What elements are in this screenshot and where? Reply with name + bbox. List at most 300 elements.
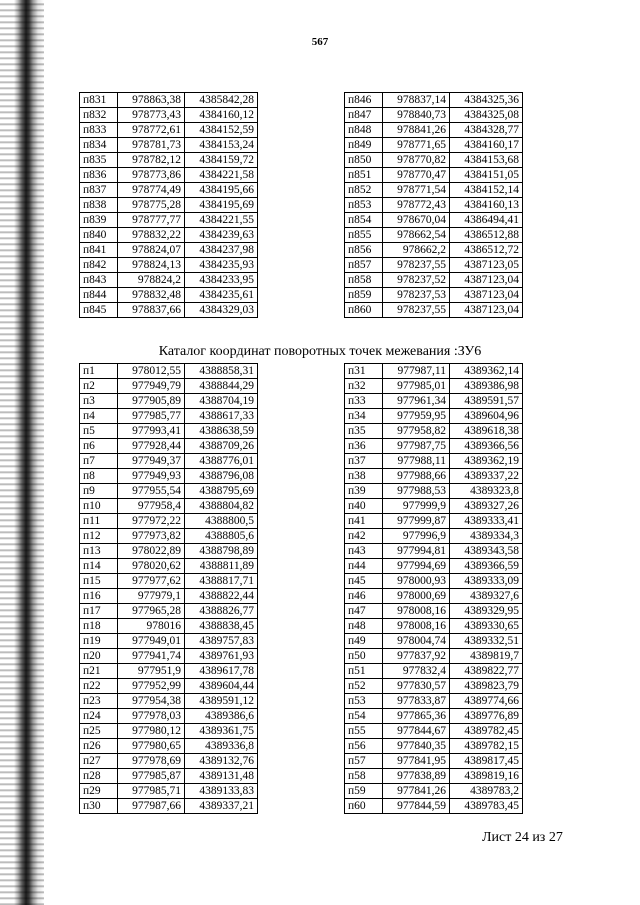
table-row <box>345 679 523 694</box>
x-coordinate-cell: 978771,54 <box>383 183 450 198</box>
x-coordinate-cell: 978774,49 <box>118 183 185 198</box>
y-coordinate-cell: 4389386,6 <box>185 709 258 724</box>
table-row <box>80 93 258 108</box>
table-row <box>345 394 523 409</box>
y-coordinate-cell: 4389366,56 <box>450 439 523 454</box>
y-coordinate-cell: 4389604,44 <box>185 679 258 694</box>
point-id-cell: п854 <box>345 213 383 228</box>
x-coordinate-cell: 978837,14 <box>383 93 450 108</box>
table-row <box>345 514 523 529</box>
y-coordinate-cell: 4384151,05 <box>450 168 523 183</box>
point-id-cell: п16 <box>80 589 118 604</box>
point-id-cell: п48 <box>345 619 383 634</box>
y-coordinate-cell: 4384160,12 <box>185 108 258 123</box>
y-coordinate-cell: 4384221,58 <box>185 168 258 183</box>
table-row <box>80 469 258 484</box>
y-coordinate-cell: 4388795,69 <box>185 484 258 499</box>
y-coordinate-cell: 4389823,79 <box>450 679 523 694</box>
point-id-cell: п2 <box>80 379 118 394</box>
table-row <box>345 168 523 183</box>
point-id-cell: п40 <box>345 499 383 514</box>
y-coordinate-cell: 4389822,77 <box>450 664 523 679</box>
y-coordinate-cell: 4388858,31 <box>185 364 258 379</box>
table-row <box>345 409 523 424</box>
y-coordinate-cell: 4384195,66 <box>185 183 258 198</box>
point-id-cell: п39 <box>345 484 383 499</box>
point-id-cell: п37 <box>345 454 383 469</box>
x-coordinate-cell: 978832,48 <box>118 288 185 303</box>
y-coordinate-cell: 4389337,21 <box>185 799 258 814</box>
point-id-cell: п24 <box>80 709 118 724</box>
y-coordinate-cell: 4384159,72 <box>185 153 258 168</box>
coordinates-table-bottom-left <box>79 363 258 814</box>
table-row <box>80 739 258 754</box>
point-id-cell: п13 <box>80 544 118 559</box>
x-coordinate-cell: 977985,77 <box>118 409 185 424</box>
y-coordinate-cell: 4384233,95 <box>185 273 258 288</box>
table-row <box>80 303 258 318</box>
y-coordinate-cell: 4389327,6 <box>450 589 523 604</box>
y-coordinate-cell: 4389782,45 <box>450 724 523 739</box>
y-coordinate-cell: 4388805,6 <box>185 529 258 544</box>
y-coordinate-cell: 4386494,41 <box>450 213 523 228</box>
point-id-cell: п58 <box>345 769 383 784</box>
x-coordinate-cell: 978237,55 <box>383 303 450 318</box>
table-row <box>80 619 258 634</box>
point-id-cell: п844 <box>80 288 118 303</box>
y-coordinate-cell: 4388838,45 <box>185 619 258 634</box>
x-coordinate-cell: 978771,65 <box>383 138 450 153</box>
point-id-cell: п32 <box>345 379 383 394</box>
x-coordinate-cell: 977988,66 <box>383 469 450 484</box>
table-row <box>80 724 258 739</box>
table-row <box>80 709 258 724</box>
x-coordinate-cell: 977987,11 <box>383 364 450 379</box>
y-coordinate-cell: 4389617,78 <box>185 664 258 679</box>
x-coordinate-cell: 978020,62 <box>118 559 185 574</box>
coordinates-table-top-left <box>79 92 258 318</box>
y-coordinate-cell: 4389361,75 <box>185 724 258 739</box>
point-id-cell: п7 <box>80 454 118 469</box>
y-coordinate-cell: 4389323,8 <box>450 484 523 499</box>
point-id-cell: п836 <box>80 168 118 183</box>
x-coordinate-cell: 978000,93 <box>383 574 450 589</box>
table-row <box>345 93 523 108</box>
point-id-cell: п860 <box>345 303 383 318</box>
point-id-cell: п831 <box>80 93 118 108</box>
point-id-cell: п5 <box>80 424 118 439</box>
table-row <box>345 739 523 754</box>
y-coordinate-cell: 4388776,01 <box>185 454 258 469</box>
table-row <box>80 439 258 454</box>
table-row <box>345 108 523 123</box>
y-coordinate-cell: 4387123,04 <box>450 273 523 288</box>
x-coordinate-cell: 977958,4 <box>118 499 185 514</box>
point-id-cell: п834 <box>80 138 118 153</box>
x-coordinate-cell: 977999,87 <box>383 514 450 529</box>
table-row <box>80 694 258 709</box>
y-coordinate-cell: 4389819,7 <box>450 649 523 664</box>
scan-binding-edge <box>0 0 44 905</box>
table-row <box>80 288 258 303</box>
x-coordinate-cell: 977955,54 <box>118 484 185 499</box>
x-coordinate-cell: 977987,66 <box>118 799 185 814</box>
point-id-cell: п17 <box>80 604 118 619</box>
point-id-cell: п25 <box>80 724 118 739</box>
table-row <box>345 724 523 739</box>
table-row <box>80 424 258 439</box>
point-id-cell: п42 <box>345 529 383 544</box>
point-id-cell: п50 <box>345 649 383 664</box>
point-id-cell: п27 <box>80 754 118 769</box>
y-coordinate-cell: 4384160,17 <box>450 138 523 153</box>
point-id-cell: п46 <box>345 589 383 604</box>
x-coordinate-cell: 978781,73 <box>118 138 185 153</box>
point-id-cell: п44 <box>345 559 383 574</box>
x-coordinate-cell: 977994,81 <box>383 544 450 559</box>
y-coordinate-cell: 4389133,83 <box>185 784 258 799</box>
x-coordinate-cell: 977841,26 <box>383 784 450 799</box>
x-coordinate-cell: 978824,2 <box>118 273 185 288</box>
x-coordinate-cell: 977993,41 <box>118 424 185 439</box>
y-coordinate-cell: 4389591,12 <box>185 694 258 709</box>
point-id-cell: п837 <box>80 183 118 198</box>
table-row <box>345 589 523 604</box>
x-coordinate-cell: 978840,73 <box>383 108 450 123</box>
table-row <box>345 469 523 484</box>
y-coordinate-cell: 4388798,89 <box>185 544 258 559</box>
table-row <box>345 559 523 574</box>
x-coordinate-cell: 977865,36 <box>383 709 450 724</box>
point-id-cell: п847 <box>345 108 383 123</box>
point-id-cell: п850 <box>345 153 383 168</box>
y-coordinate-cell: 4389329,95 <box>450 604 523 619</box>
y-coordinate-cell: 4389330,65 <box>450 619 523 634</box>
table-row <box>80 168 258 183</box>
table-row <box>345 799 523 814</box>
x-coordinate-cell: 978008,16 <box>383 604 450 619</box>
point-id-cell: п45 <box>345 574 383 589</box>
x-coordinate-cell: 977840,35 <box>383 739 450 754</box>
point-id-cell: п55 <box>345 724 383 739</box>
x-coordinate-cell: 978863,38 <box>118 93 185 108</box>
point-id-cell: п833 <box>80 123 118 138</box>
table-row <box>345 784 523 799</box>
table-row <box>80 213 258 228</box>
x-coordinate-cell: 977949,79 <box>118 379 185 394</box>
point-id-cell: п56 <box>345 739 383 754</box>
y-coordinate-cell: 4384152,14 <box>450 183 523 198</box>
point-id-cell: п843 <box>80 273 118 288</box>
x-coordinate-cell: 978832,22 <box>118 228 185 243</box>
x-coordinate-cell: 977978,03 <box>118 709 185 724</box>
table-row <box>345 709 523 724</box>
y-coordinate-cell: 4384195,69 <box>185 198 258 213</box>
y-coordinate-cell: 4389783,45 <box>450 799 523 814</box>
table-row <box>345 183 523 198</box>
y-coordinate-cell: 4387123,04 <box>450 288 523 303</box>
table-row <box>80 454 258 469</box>
x-coordinate-cell: 977951,9 <box>118 664 185 679</box>
y-coordinate-cell: 4384325,36 <box>450 93 523 108</box>
table-row <box>80 258 258 273</box>
x-coordinate-cell: 978008,16 <box>383 619 450 634</box>
x-coordinate-cell: 977996,9 <box>383 529 450 544</box>
point-id-cell: п849 <box>345 138 383 153</box>
point-id-cell: п19 <box>80 634 118 649</box>
x-coordinate-cell: 977959,95 <box>383 409 450 424</box>
x-coordinate-cell: 977830,57 <box>383 679 450 694</box>
y-coordinate-cell: 4388826,77 <box>185 604 258 619</box>
table-row <box>80 379 258 394</box>
table-row <box>80 559 258 574</box>
x-coordinate-cell: 978662,2 <box>383 243 450 258</box>
x-coordinate-cell: 978773,43 <box>118 108 185 123</box>
point-id-cell: п840 <box>80 228 118 243</box>
page-number: 567 <box>311 36 329 48</box>
y-coordinate-cell: 4384153,68 <box>450 153 523 168</box>
x-coordinate-cell: 978773,86 <box>118 168 185 183</box>
y-coordinate-cell: 4389774,66 <box>450 694 523 709</box>
point-id-cell: п30 <box>80 799 118 814</box>
x-coordinate-cell: 977988,11 <box>383 454 450 469</box>
table-row <box>80 589 258 604</box>
y-coordinate-cell: 4387123,05 <box>450 258 523 273</box>
point-id-cell: п49 <box>345 634 383 649</box>
y-coordinate-cell: 4388638,59 <box>185 424 258 439</box>
section-title: Каталог координат поворотных точек межевания :ЗУ6 <box>158 344 482 359</box>
point-id-cell: п859 <box>345 288 383 303</box>
point-id-cell: п38 <box>345 469 383 484</box>
point-id-cell: п835 <box>80 153 118 168</box>
table-row <box>80 183 258 198</box>
x-coordinate-cell: 978012,55 <box>118 364 185 379</box>
point-id-cell: п36 <box>345 439 383 454</box>
x-coordinate-cell: 978841,26 <box>383 123 450 138</box>
point-id-cell: п858 <box>345 273 383 288</box>
x-coordinate-cell: 977949,93 <box>118 469 185 484</box>
x-coordinate-cell: 977949,01 <box>118 634 185 649</box>
x-coordinate-cell: 977965,28 <box>118 604 185 619</box>
table-row <box>80 499 258 514</box>
table-row <box>345 138 523 153</box>
y-coordinate-cell: 4388804,82 <box>185 499 258 514</box>
y-coordinate-cell: 4385842,28 <box>185 93 258 108</box>
table-row <box>80 529 258 544</box>
table-row <box>345 604 523 619</box>
coordinates-table-bottom-right <box>344 363 523 814</box>
point-id-cell: п856 <box>345 243 383 258</box>
x-coordinate-cell: 978772,61 <box>118 123 185 138</box>
sheet-label: Лист 24 из 27 <box>482 830 563 845</box>
table-row <box>345 379 523 394</box>
point-id-cell: п33 <box>345 394 383 409</box>
y-coordinate-cell: 4384235,93 <box>185 258 258 273</box>
table-row <box>345 439 523 454</box>
y-coordinate-cell: 4388796,08 <box>185 469 258 484</box>
x-coordinate-cell: 978016 <box>118 619 185 634</box>
y-coordinate-cell: 4384152,59 <box>185 123 258 138</box>
table-row <box>345 258 523 273</box>
point-id-cell: п51 <box>345 664 383 679</box>
point-id-cell: п15 <box>80 574 118 589</box>
x-coordinate-cell: 977844,67 <box>383 724 450 739</box>
x-coordinate-cell: 977905,89 <box>118 394 185 409</box>
y-coordinate-cell: 4389618,38 <box>450 424 523 439</box>
y-coordinate-cell: 4389386,98 <box>450 379 523 394</box>
point-id-cell: п10 <box>80 499 118 514</box>
y-coordinate-cell: 4389336,8 <box>185 739 258 754</box>
point-id-cell: п41 <box>345 514 383 529</box>
table-row <box>80 679 258 694</box>
table-row <box>80 544 258 559</box>
table-row <box>80 123 258 138</box>
x-coordinate-cell: 978837,66 <box>118 303 185 318</box>
table-row <box>345 499 523 514</box>
y-coordinate-cell: 4386512,72 <box>450 243 523 258</box>
x-coordinate-cell: 978022,89 <box>118 544 185 559</box>
table-row <box>345 694 523 709</box>
point-id-cell: п22 <box>80 679 118 694</box>
point-id-cell: п34 <box>345 409 383 424</box>
y-coordinate-cell: 4389782,15 <box>450 739 523 754</box>
table-row <box>80 514 258 529</box>
x-coordinate-cell: 977954,38 <box>118 694 185 709</box>
table-row <box>80 769 258 784</box>
y-coordinate-cell: 4389327,26 <box>450 499 523 514</box>
table-row <box>345 243 523 258</box>
point-id-cell: п20 <box>80 649 118 664</box>
y-coordinate-cell: 4388844,29 <box>185 379 258 394</box>
y-coordinate-cell: 4384160,13 <box>450 198 523 213</box>
point-id-cell: п26 <box>80 739 118 754</box>
point-id-cell: п4 <box>80 409 118 424</box>
y-coordinate-cell: 4389757,83 <box>185 634 258 649</box>
y-coordinate-cell: 4389776,89 <box>450 709 523 724</box>
table-row <box>345 424 523 439</box>
x-coordinate-cell: 978772,43 <box>383 198 450 213</box>
table-row <box>345 454 523 469</box>
x-coordinate-cell: 978662,54 <box>383 228 450 243</box>
table-row <box>80 634 258 649</box>
y-coordinate-cell: 4384237,98 <box>185 243 258 258</box>
y-coordinate-cell: 4389366,59 <box>450 559 523 574</box>
table-row <box>345 288 523 303</box>
x-coordinate-cell: 977985,87 <box>118 769 185 784</box>
table-row <box>80 153 258 168</box>
x-coordinate-cell: 978237,55 <box>383 258 450 273</box>
point-id-cell: п11 <box>80 514 118 529</box>
table-row <box>345 228 523 243</box>
point-id-cell: п838 <box>80 198 118 213</box>
y-coordinate-cell: 4388822,44 <box>185 589 258 604</box>
x-coordinate-cell: 978237,52 <box>383 273 450 288</box>
x-coordinate-cell: 977952,99 <box>118 679 185 694</box>
table-row <box>80 228 258 243</box>
x-coordinate-cell: 978824,13 <box>118 258 185 273</box>
point-id-cell: п6 <box>80 439 118 454</box>
table-row <box>80 409 258 424</box>
x-coordinate-cell: 977980,65 <box>118 739 185 754</box>
y-coordinate-cell: 4388709,26 <box>185 439 258 454</box>
table-row <box>345 213 523 228</box>
point-id-cell: п52 <box>345 679 383 694</box>
table-row <box>80 108 258 123</box>
y-coordinate-cell: 4389337,22 <box>450 469 523 484</box>
point-id-cell: п57 <box>345 754 383 769</box>
x-coordinate-cell: 978004,74 <box>383 634 450 649</box>
table-row <box>345 544 523 559</box>
point-id-cell: п18 <box>80 619 118 634</box>
point-id-cell: п12 <box>80 529 118 544</box>
point-id-cell: п1 <box>80 364 118 379</box>
table-row <box>80 364 258 379</box>
x-coordinate-cell: 977972,22 <box>118 514 185 529</box>
x-coordinate-cell: 977841,95 <box>383 754 450 769</box>
table-row <box>345 664 523 679</box>
table-row <box>80 574 258 589</box>
x-coordinate-cell: 978782,12 <box>118 153 185 168</box>
y-coordinate-cell: 4387123,04 <box>450 303 523 318</box>
table-row <box>345 769 523 784</box>
point-id-cell: п47 <box>345 604 383 619</box>
point-id-cell: п3 <box>80 394 118 409</box>
x-coordinate-cell: 977949,37 <box>118 454 185 469</box>
y-coordinate-cell: 4389333,41 <box>450 514 523 529</box>
point-id-cell: п9 <box>80 484 118 499</box>
table-row <box>345 634 523 649</box>
point-id-cell: п21 <box>80 664 118 679</box>
x-coordinate-cell: 977988,53 <box>383 484 450 499</box>
y-coordinate-cell: 4384329,03 <box>185 303 258 318</box>
point-id-cell: п842 <box>80 258 118 273</box>
point-id-cell: п59 <box>345 784 383 799</box>
point-id-cell: п29 <box>80 784 118 799</box>
table-row <box>80 198 258 213</box>
point-id-cell: п857 <box>345 258 383 273</box>
table-row <box>345 619 523 634</box>
table-row <box>80 484 258 499</box>
point-id-cell: п8 <box>80 469 118 484</box>
table-row <box>345 303 523 318</box>
point-id-cell: п60 <box>345 799 383 814</box>
y-coordinate-cell: 4384221,55 <box>185 213 258 228</box>
x-coordinate-cell: 977973,82 <box>118 529 185 544</box>
y-coordinate-cell: 4389334,3 <box>450 529 523 544</box>
table-row <box>80 394 258 409</box>
table-row <box>345 574 523 589</box>
x-coordinate-cell: 977961,34 <box>383 394 450 409</box>
y-coordinate-cell: 4389132,76 <box>185 754 258 769</box>
y-coordinate-cell: 4388617,33 <box>185 409 258 424</box>
point-id-cell: п852 <box>345 183 383 198</box>
table-row <box>80 784 258 799</box>
y-coordinate-cell: 4388817,71 <box>185 574 258 589</box>
y-coordinate-cell: 4384235,61 <box>185 288 258 303</box>
coordinates-table-top-right <box>344 92 523 318</box>
table-row <box>80 664 258 679</box>
y-coordinate-cell: 4389819,16 <box>450 769 523 784</box>
y-coordinate-cell: 4389343,58 <box>450 544 523 559</box>
x-coordinate-cell: 977980,12 <box>118 724 185 739</box>
x-coordinate-cell: 977941,74 <box>118 649 185 664</box>
y-coordinate-cell: 4389604,96 <box>450 409 523 424</box>
table-row <box>80 273 258 288</box>
point-id-cell: п14 <box>80 559 118 574</box>
table-row <box>345 273 523 288</box>
x-coordinate-cell: 977958,82 <box>383 424 450 439</box>
point-id-cell: п848 <box>345 123 383 138</box>
